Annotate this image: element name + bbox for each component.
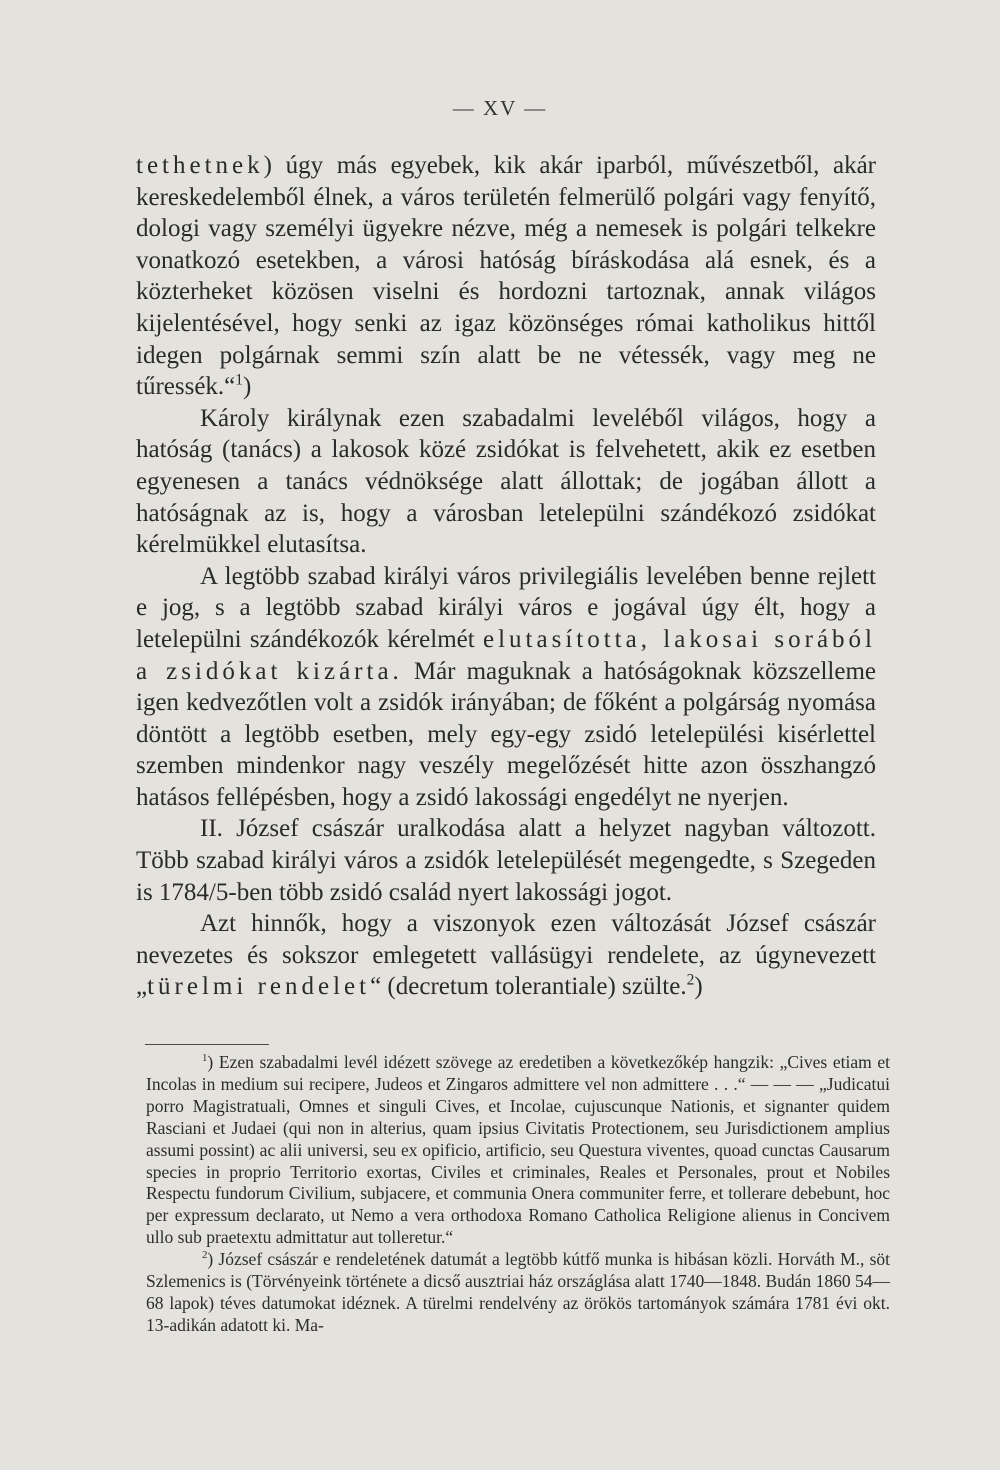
- paragraph-text: ) úgy más egyebek, kik akár iparból, művészetből, akár kereskedelemből élnek, a város területén felmerülő polgári vagy fenyítő, dologi vagy személyi ügyekre nézve, még a nemesek is polgári telkekre vonatkozó esetekben, a városi hatóság bíráskodása alá esnek, és a közterheket közösen viselni és hordozni tartoznak, annak világos kijelentésével, hogy senki az igaz közönséges római katholikus hittől idegen polgárnak semmi szín alatt be ne vétessék, vagy meg ne tűressék.“: [136, 152, 876, 401]
- footnote-separator: [145, 1044, 269, 1045]
- spaced-emphasis: türelmi rendelet: [147, 973, 371, 1001]
- spaced-emphasis: elutasította, lakosai sorából a zsidókat kizárta.: [136, 625, 876, 685]
- main-text: [136, 150, 876, 1003]
- footnotes: [146, 1052, 890, 1337]
- footnote-ref-1[interactable]: 1: [235, 371, 244, 389]
- footnote-ref-paren: ): [694, 973, 703, 1001]
- spaced-word: tethetnek: [136, 152, 264, 179]
- paragraph-text: Már maguknak a hatóságoknak közszelleme igen kedvezőtlen volt a zsidók irányában; de főként a polgárság nyomása döntött a legtöbb esetben, mely egy-egy zsidó letelepülési kisérlettel szemben mindenkor nagy veszély megelőzését hitte azon összhangzó hatásos fellépésben, hogy a zsidó lakossági engedélyt ne nyerjen.: [136, 657, 876, 811]
- footnote-ref-paren: ): [243, 373, 252, 401]
- footnote-text: ) Ezen szabadalmi levél idézett szövege az eredetiben a következőkép hangzik: „Cives etiam et Incolas in medium sui recipere, Judeos et Zingaros admittere vel non admittere . . .“ — — — „Judicatui porro Magistratuali, Omnes et singuli Cives, et Incolae, cujuscunque Nationis, et signanter quidem Rasciani et Judaei (qui non in alterius, quam ipsius Civitatis Protectionem, seu Jurisdictionem amplius assumi possint) ac alii universi, seu ex opificio, artificio, seu Questura viventes, quoad cunctas Causarum species in proprio Territorio exortas, Civiles et criminales, Reales et Personales, prout et Nobiles Respectu fundorum Civilium, subjacere, et communia Onera communiter ferre, et tollerare debebunt, hoc per expressum declarato, ut Nemo a vera orthodoxa Romano Catholica Religione alienus in Concivem ullo sub praetextu admittatur aut tolleretur.“: [146, 1052, 890, 1248]
- footnote-number: 2: [202, 1249, 208, 1262]
- paragraph-text: Azt hinnők, hogy a viszonyok ezen változását József császár nevezetes és sokszor emlegetett vallásügyi rendelete, az úgynevezett „: [136, 910, 876, 1001]
- paragraph-1: [136, 150, 876, 403]
- paragraph-text: A legtöbb szabad királyi város privilegiális levelében benne rejlett e jog, s a legtöbb szabad királyi város e jogával úgy élt, hogy a letelepülni szándékozók kérelmét: [136, 562, 876, 653]
- footnote-number: 1: [202, 1052, 208, 1065]
- page-number: — XV —: [452, 96, 548, 120]
- footnote-text: ) József császár e rendeletének datumát a legtöbb kútfő munka is hibásan közli. Horváth M., söt Szlemenics is (Törvényeink története a dicső ausztriai ház országlása alatt 1740—1848. Budán 1860 54—68 lapok) téves datumokat idéznek. A türelmi rendelvény az örökös tartományok számára 1781 évi okt. 13-adikán adatott ki. Ma-: [146, 1249, 890, 1335]
- paragraph-3: [136, 561, 876, 814]
- footnote-1: [146, 1052, 890, 1249]
- footnote-2: [146, 1249, 890, 1337]
- footnote-ref-2[interactable]: 2: [686, 972, 695, 990]
- paragraph-4: II. József császár uralkodása alatt a helyzet nagyban változott. Több szabad királyi város a zsidók letelepülését megengedte, s Szegeden is 1784/5-ben több zsidó család nyert lakossági jogot.: [136, 815, 876, 906]
- paragraph-5: [136, 908, 876, 1003]
- paragraph-text: “ (decretum tolerantiale) szülte.: [370, 973, 687, 1001]
- paragraph-2: Károly királynak ezen szabadalmi leveléből világos, hogy a hatóság (tanács) a lakosok közé zsidókat is felvehetett, akik ez esetben egyenesen a tanács védnöksége alatt állottak; de jogában állott a hatóságnak az is, hogy a városban letelepülni szándékozó zsidókat kérelmükkel elutasítsa.: [136, 404, 876, 559]
